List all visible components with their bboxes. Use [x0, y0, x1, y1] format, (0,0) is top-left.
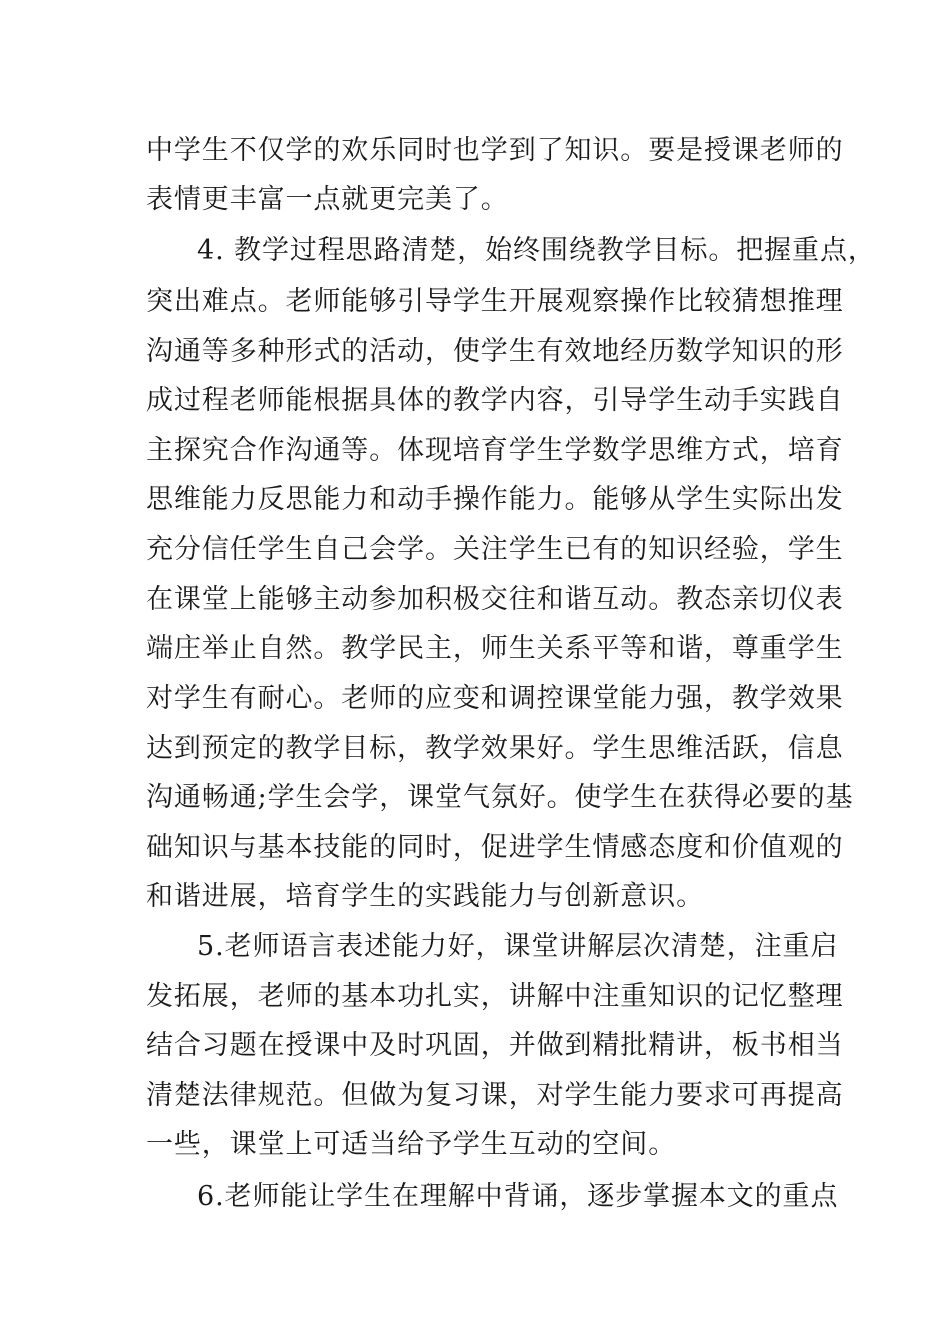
paragraph-4-start: 4. 教学过程思路清楚，始终围绕教学目标。把握重点， [197, 235, 876, 266]
text-line-19: 结合习题在授课中及时巩固，并做到精批精讲，板书相当 [146, 1030, 844, 1061]
text-line-4: 突出难点。老师能够引导学生开展观察操作比较猜想推理 [146, 286, 844, 317]
text-line-2: 表情更丰富一点就更完美了。 [146, 184, 509, 215]
text-line-6: 成过程老师能根据具体的教学内容，引导学生动手实践自 [146, 385, 844, 416]
text-line-13: 达到预定的教学目标，教学效果好。学生思维活跃，信息 [146, 733, 844, 764]
text-line-20: 清楚法律规范。但做为复习课，对学生能力要求可再提高 [146, 1080, 844, 1111]
text-line-1: 中学生不仅学的欢乐同时也学到了知识。要是授课老师的 [146, 135, 844, 166]
paragraph-5-start: 5.老师语言表述能力好，课堂讲解层次清楚，注重启 [197, 931, 839, 962]
text-line-15: 础知识与基本技能的同时，促进学生情感态度和价值观的 [146, 832, 844, 863]
text-line-16: 和谐进展，培育学生的实践能力与创新意识。 [146, 881, 704, 912]
text-line-14: 沟通畅通;学生会学，课堂气氛好。使学生在获得必要的基 [146, 782, 854, 813]
text-line-8: 思维能力反思能力和动手操作能力。能够从学生实际出发 [146, 484, 844, 515]
text-line-11: 端庄举止自然。教学民主，师生关系平等和谐，尊重学生 [146, 633, 844, 664]
text-line-9: 充分信任学生自己会学。关注学生已有的知识经验，学生 [146, 534, 844, 565]
text-line-10: 在课堂上能够主动参加积极交往和谐互动。教态亲切仪表 [146, 584, 844, 615]
text-line-18: 发拓展，老师的基本功扎实，讲解中注重知识的记忆整理 [146, 981, 844, 1012]
text-line-5: 沟通等多种形式的活动，使学生有效地经历数学知识的形 [146, 336, 844, 367]
text-line-12: 对学生有耐心。老师的应变和调控课堂能力强，教学效果 [146, 683, 844, 714]
text-line-21: 一些，课堂上可适当给予学生互动的空间。 [146, 1129, 677, 1160]
paragraph-6-start: 6.老师能让学生在理解中背诵，逐步掌握本文的重点 [197, 1181, 839, 1212]
text-line-7: 主探究合作沟通等。体现培育学生学数学思维方式，培育 [146, 435, 844, 466]
